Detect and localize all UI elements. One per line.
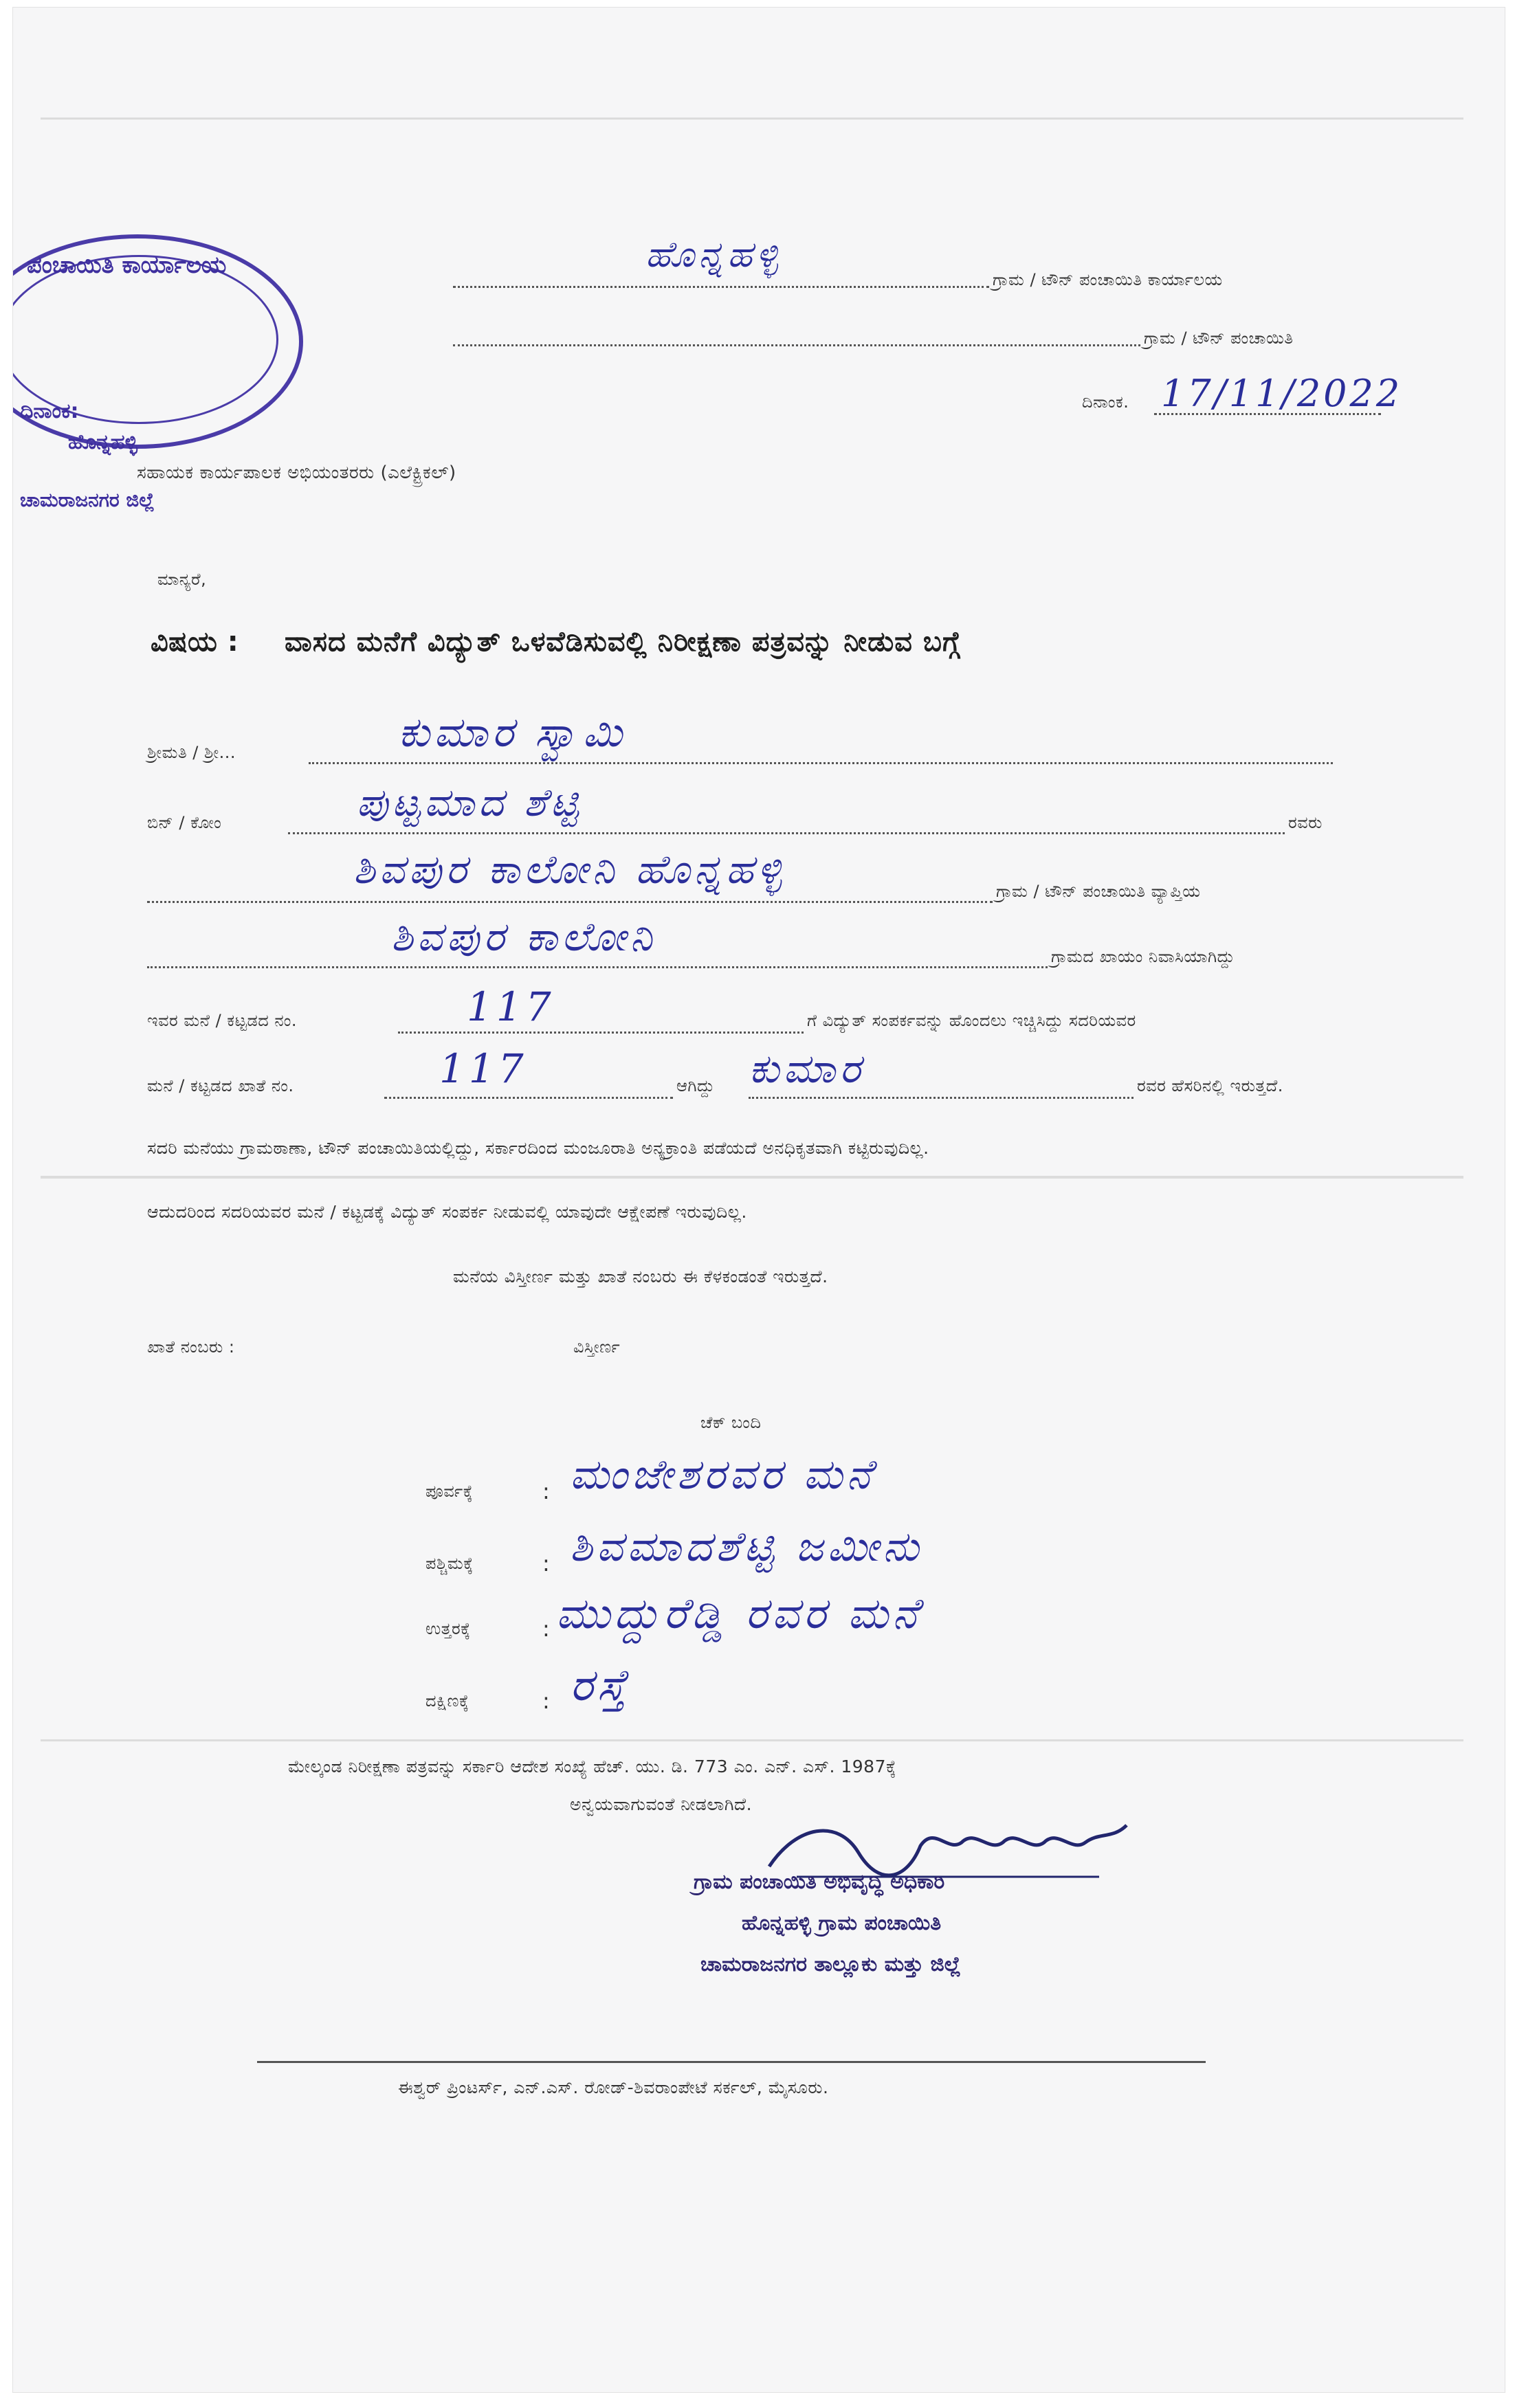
header-village-dotline	[453, 286, 989, 288]
boundary-south-label: ದಕ್ಷಿಣಕ್ಕೆ	[425, 1691, 469, 1710]
boundary-east-value: ಮಂಜೇಶರವರ ಮನೆ	[570, 1451, 876, 1499]
father-dotline	[288, 832, 1285, 834]
addressee: ಸಹಾಯಕ ಕಾರ್ಯಪಾಲಕ ಅಭಿಯಂತರರು (ಎಲೆಕ್ಟ್ರಿಕಲ್)	[137, 462, 456, 483]
resident-suffix: ಗ್ರಾಮದ ಖಾಯಂ ನಿವಾಸಿಯಾಗಿದ್ದು	[1051, 947, 1235, 966]
father-label: ಬಿನ್ / ಕೋಂ	[147, 813, 222, 832]
paragraph-1: ಸದರಿ ಮನೆಯು ಗ್ರಾಮಠಾಣಾ, ಟೌನ್ ಪಂಚಾಯಿತಿಯಲ್ಲಿದ್ದು, ಸರ್ಕಾರದಿಂದ ಮಂಜೂರಾತಿ ಅನ್ಯಕ್ರಾಂತಿ ಪಡೆಯದೆ ಅನಧಿಕೃತವಾಗಿ ಕಟ್ಟಿರುವುದಿಲ್ಲ.	[147, 1138, 929, 1158]
owner-dotline	[749, 1097, 1134, 1099]
top-fold-line	[41, 118, 1463, 120]
father-suffix: ರವರು	[1288, 813, 1323, 832]
resident-dotline	[147, 966, 1048, 968]
area-label: ವಿಸ್ತೀರ್ಣ	[573, 1337, 621, 1357]
boundary-east-colon: :	[542, 1478, 551, 1504]
boundary-west-label: ಪಶ್ಚಿಮಕ್ಕೆ	[425, 1554, 474, 1573]
stamp-date-label: ದಿನಾಂಕ:	[20, 399, 79, 423]
stamp-top-text: ಪಂಚಾಯಿತಿ ಕಾರ್ಯಾಲಯ	[27, 252, 227, 279]
lower-fold-line	[41, 1739, 1463, 1741]
footer-rule	[257, 2061, 1206, 2063]
boundary-south-value: ರಸ್ತೆ	[570, 1660, 630, 1711]
signature-place-stamp: ಚಾಮರಾಜನಗರ ತಾಲ್ಲೂಕು ಮತ್ತು ಜಿಲ್ಲೆ	[700, 1952, 961, 1976]
name-dotline	[309, 762, 1333, 764]
header-panchayat-label: ಗ್ರಾಮ / ಟೌನ್ ಪಂಚಾಯಿತಿ	[1144, 328, 1294, 348]
signature-role-stamp: ಗ್ರಾಮ ಪಂಚಾಯಿತಿ ಅಭಿವೃದ್ಧಿ ಅಧಿಕಾರಿ	[694, 1870, 945, 1894]
date-value: 17/11/2022	[1161, 372, 1403, 415]
boundary-west-value: ಶಿವಮಾದಶೆಟ್ಟಿ ಜಮೀನು	[570, 1523, 923, 1571]
khata-mid: ಆಗಿದ್ದು	[676, 1076, 715, 1095]
boundary-east-label: ಪೂರ್ವಕ್ಕೆ	[425, 1482, 474, 1501]
order-text-continued: ಅನ್ವಯವಾಗುವಂತೆ ನೀಡಲಾಗಿದೆ.	[570, 1794, 753, 1814]
village-name: ಶಿವಪುರ ಕಾಲೋನಿ ಹೊನ್ನಹಳ್ಳಿ	[353, 846, 786, 893]
house-dotline	[398, 1032, 804, 1034]
middle-fold-line	[41, 1176, 1463, 1179]
document-sheet	[12, 7, 1505, 2393]
boundary-north-value: ಮುದ್ದುರೆಡ್ಡಿ ರವರ ಮನೆ	[556, 1588, 922, 1638]
paragraph-3: ಮನೆಯ ವಿಸ್ತೀರ್ಣ ಮತ್ತು ಖಾತೆ ನಂಬರು ಈ ಕೆಳಕಂಡಂತೆ ಇರುತ್ತದೆ.	[453, 1267, 828, 1286]
boundary-west-colon: :	[542, 1550, 551, 1576]
village-suffix: ಗ್ರಾಮ / ಟೌನ್ ಪಂಚಾಯಿತಿ ವ್ಯಾಪ್ತಿಯ	[996, 882, 1201, 901]
name-label: ಶ್ರೀಮತಿ / ಶ್ರೀ...	[147, 743, 236, 762]
printer-line: ಈಶ್ವರ್ ಪ್ರಿಂಟರ್ಸ್, ಎನ್.ಎಸ್. ರೋಡ್-ಶಿವರಾಂಪೇಟೆ ಸರ್ಕಲ್, ಮೈಸೂರು.	[398, 2077, 829, 2097]
paragraph-2: ಆದುದರಿಂದ ಸದರಿಯವರ ಮನೆ / ಕಟ್ಟಡಕ್ಕೆ ವಿದ್ಯುತ್ ಸಂಪರ್ಕ ನೀಡುವಲ್ಲಿ ಯಾವುದೇ ಆಕ್ಷೇಪಣೆ ಇರುವುದಿಲ್ಲ.	[147, 1202, 747, 1222]
khata-dotline	[384, 1097, 673, 1099]
boundary-north-colon: :	[542, 1616, 551, 1642]
khata-label: ಮನೆ / ಕಟ್ಟಡದ ಖಾತೆ ನಂ.	[147, 1076, 294, 1095]
house-number: 117	[467, 983, 555, 1030]
owner-suffix: ರವರ ಹೆಸರಿನಲ್ಲಿ ಇರುತ್ತದೆ.	[1137, 1076, 1283, 1095]
stamp-bottom-text: ಚಾಮರಾಜನಗರ ಜಿಲ್ಲೆ	[20, 489, 155, 511]
resident-village: ಶಿವಪುರ ಕಾಲೋನಿ	[391, 913, 656, 960]
header-office-label: ಗ್ರಾಮ / ಟೌನ್ ಪಂಚಾಯಿತಿ ಕಾರ್ಯಾಲಯ	[993, 270, 1223, 289]
header-panchayat-dotline	[453, 344, 1140, 346]
boundary-north-label: ಉತ್ತರಕ್ಕೆ	[425, 1619, 471, 1638]
father-name: ಪುಟ್ಟಮಾದ ಶೆಟ್ಟಿ	[357, 781, 583, 825]
order-text: ಮೇಲ್ಕಂಡ ನಿರೀಕ್ಷಣಾ ಪತ್ರವನ್ನು ಸರ್ಕಾರಿ ಆದೇಶ ಸಂಖ್ಯೆ ಹೆಚ್. ಯು. ಡಿ. 773 ಎಂ. ಎನ್. ಎಸ್. 1987ಕ್ಕೆ	[288, 1757, 897, 1776]
salutation: ಮಾನ್ಯರೆ,	[157, 570, 207, 589]
khata-number-label: ಖಾತೆ ನಂಬರು :	[147, 1337, 235, 1357]
applicant-name: ಕುಮಾರ ಸ್ವಾಮಿ	[398, 709, 627, 757]
boundary-title: ಚೆಕ್ ಬಂದಿ	[700, 1413, 762, 1432]
owner-name: ಕುಮಾರ	[749, 1045, 865, 1092]
village-dotline	[147, 901, 993, 903]
house-label: ಇವರ ಮನೆ / ಕಟ್ಟಡದ ನಂ.	[147, 1011, 298, 1030]
signature-office-stamp: ಹೊನ್ನಹಳ್ಳಿ ಗ್ರಾಮ ಪಂಚಾಯಿತಿ	[742, 1911, 942, 1935]
subject-label: ವಿಷಯ :	[151, 626, 239, 658]
house-suffix: ಗೆ ವಿದ್ಯುತ್ ಸಂಪರ್ಕವನ್ನು ಹೊಂದಲು ಇಚ್ಚಿಸಿದ್ದು ಸದರಿಯವರ	[807, 1011, 1136, 1030]
stamp-village: ಹೊನ್ನಹಳ್ಳಿ	[68, 430, 137, 454]
subject-text: ವಾಸದ ಮನೆಗೆ ವಿದ್ಯುತ್ ಒಳವೆಡಿಸುವಲ್ಲಿ ನಿರೀಕ್ಷಣಾ ಪತ್ರವನ್ನು ನೀಡುವ ಬಗ್ಗೆ	[285, 626, 961, 658]
khata-number: 117	[439, 1045, 528, 1092]
header-village-handwritten: ಹೊನ್ನಹಳ್ಳಿ	[645, 234, 782, 276]
date-label: ದಿನಾಂಕ.	[1082, 392, 1129, 412]
boundary-south-colon: :	[542, 1688, 551, 1714]
